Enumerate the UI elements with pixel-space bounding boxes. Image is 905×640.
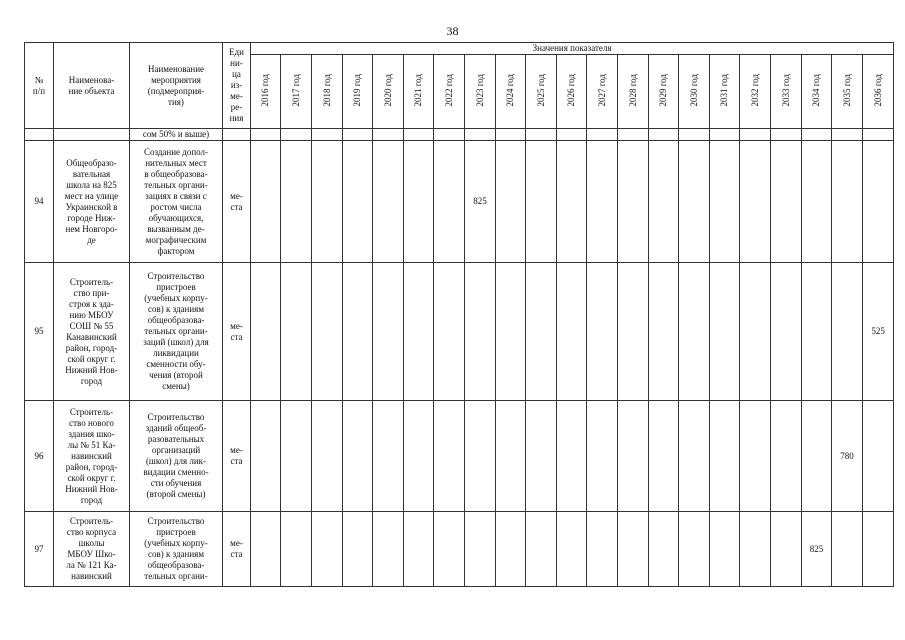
header-year-label: 2019 год <box>352 73 362 107</box>
row-value <box>251 263 281 401</box>
header-year <box>434 55 465 129</box>
row-activity: Строительство пристроев (учебных корпу- сов) к зданиям общеобразова- тельных органи- заций (школ) для ликвидации сменности обу- чения (второй смены) <box>130 263 223 401</box>
header-year <box>312 55 343 129</box>
row-value <box>496 401 526 512</box>
header-values-group: Значения показателя <box>251 43 894 55</box>
row-value <box>557 263 587 401</box>
row-value <box>832 141 863 263</box>
row-value <box>649 512 679 587</box>
header-year-label: 2016 год <box>260 73 270 107</box>
header-year <box>404 55 434 129</box>
header-year-label: 2025 год <box>535 73 546 107</box>
row-value <box>649 401 679 512</box>
header-activity: Наименование мероприятия (подмероприя- тия) <box>130 43 223 129</box>
row-value <box>710 401 740 512</box>
row-value <box>740 263 771 401</box>
header-year <box>465 55 496 129</box>
row-value <box>771 401 802 512</box>
row-value <box>679 401 710 512</box>
row-value <box>771 512 802 587</box>
header-year <box>496 55 526 129</box>
row-activity: Строительство зданий общеоб- разовательных организаций (школ) для лик- видации сменно- сти обучения (второй смены) <box>130 401 223 512</box>
row-value <box>863 401 894 512</box>
row-value <box>618 401 649 512</box>
row-object: Общеобразо- вательная школа на 825 мест на улице Украинской в городе Ниж- нем Новгоро- де <box>54 141 130 263</box>
header-year-label: 2018 год <box>321 73 332 107</box>
row-value <box>251 401 281 512</box>
header-year-label: 2028 год <box>627 73 638 107</box>
header-year-label: 2027 год <box>596 73 607 107</box>
row-num: 96 <box>25 401 54 512</box>
row-value <box>649 263 679 401</box>
row-value <box>434 512 465 587</box>
header-year-label: 2031 год <box>719 73 729 107</box>
row-value <box>465 512 496 587</box>
row-value <box>496 263 526 401</box>
header-year-label: 2029 год <box>658 73 668 107</box>
header-year <box>771 55 802 129</box>
row-value <box>863 141 894 263</box>
row-value <box>802 401 832 512</box>
row-value <box>281 401 312 512</box>
header-year-label: 2023 год <box>474 73 485 107</box>
row-value <box>771 263 802 401</box>
row-value <box>740 401 771 512</box>
header-year-label: 2021 год <box>413 73 423 107</box>
row-value <box>434 141 465 263</box>
continuation-text: сом 50% и выше) <box>130 129 223 141</box>
header-year <box>526 55 557 129</box>
row-value <box>281 512 312 587</box>
header-year <box>740 55 771 129</box>
row-value <box>343 141 373 263</box>
header-year <box>832 55 863 129</box>
row-value <box>618 512 649 587</box>
row-value <box>312 512 343 587</box>
header-year-label: 2030 год <box>688 73 699 107</box>
row-value <box>343 401 373 512</box>
row-value <box>587 401 618 512</box>
row-value <box>649 141 679 263</box>
row-value <box>373 401 404 512</box>
row-unit: ме- ста <box>223 263 251 401</box>
row-value <box>771 141 802 263</box>
row-num: 95 <box>25 263 54 401</box>
row-value <box>587 141 618 263</box>
header-year-label: 2036 год <box>872 73 883 107</box>
row-value <box>312 401 343 512</box>
header-year <box>649 55 679 129</box>
row-value <box>557 141 587 263</box>
header-year <box>587 55 618 129</box>
row-num: 94 <box>25 141 54 263</box>
header-year <box>802 55 832 129</box>
header-year <box>679 55 710 129</box>
row-value <box>526 263 557 401</box>
row-value <box>587 512 618 587</box>
header-year-label: 2020 год <box>382 73 393 107</box>
row-value <box>251 141 281 263</box>
row-num: 97 <box>25 512 54 587</box>
header-year <box>373 55 404 129</box>
table-row <box>25 401 894 512</box>
row-value <box>434 263 465 401</box>
header-year <box>343 55 373 129</box>
header-year <box>557 55 587 129</box>
row-value <box>832 263 863 401</box>
row-value <box>802 263 832 401</box>
header-year <box>281 55 312 129</box>
header-year-label: 2022 год <box>443 73 454 107</box>
header-year-label: 2017 год <box>290 73 301 107</box>
row-value <box>679 512 710 587</box>
continuation-row <box>25 129 894 141</box>
row-value <box>710 512 740 587</box>
row-value: 525 <box>863 263 894 401</box>
row-value <box>679 141 710 263</box>
row-object: Строитель- ство нового здания шко- лы № 51 Ка- навинский район, город- ской округ г. Нижний Нов- город <box>54 401 130 512</box>
row-value <box>618 141 649 263</box>
row-value <box>281 141 312 263</box>
row-value <box>587 263 618 401</box>
row-value <box>373 141 404 263</box>
row-value <box>679 263 710 401</box>
row-value <box>802 141 832 263</box>
row-value <box>343 512 373 587</box>
row-activity: Создание допол- нительных мест в общеобразова- тельных органи- зациях в связи с ростом числа обучающихся, вызванным де- мографическим фактором <box>130 141 223 263</box>
header-year <box>618 55 649 129</box>
indicator-table <box>24 42 894 587</box>
page-number: 38 <box>446 24 459 38</box>
header-year-label: 2032 год <box>749 73 760 107</box>
table-row <box>25 512 894 587</box>
row-object: Строитель- ство при- строя к зда- нию МБОУ СОШ № 55 Канавинский район, город- ской округ г. Нижний Нов- город <box>54 263 130 401</box>
row-value <box>404 512 434 587</box>
row-value <box>526 401 557 512</box>
header-year-label: 2033 год <box>780 73 791 107</box>
row-value <box>281 263 312 401</box>
header-year-label: 2035 год <box>841 73 852 107</box>
row-value <box>618 263 649 401</box>
row-value <box>710 141 740 263</box>
row-value <box>312 263 343 401</box>
row-value <box>557 512 587 587</box>
header-year-label: 2034 год <box>811 73 821 107</box>
row-value <box>863 512 894 587</box>
row-value <box>526 141 557 263</box>
header-year <box>251 55 281 129</box>
row-value <box>404 141 434 263</box>
row-value <box>312 141 343 263</box>
row-value <box>404 401 434 512</box>
row-value <box>526 512 557 587</box>
header-unit: Еди ни- ца из- ме- ре- ния <box>223 43 251 129</box>
row-value <box>434 401 465 512</box>
row-value: 825 <box>465 141 496 263</box>
row-value <box>251 512 281 587</box>
row-value: 825 <box>802 512 832 587</box>
row-value <box>496 141 526 263</box>
row-unit: ме- ста <box>223 401 251 512</box>
row-unit: ме- ста <box>223 512 251 587</box>
row-value <box>343 263 373 401</box>
header-year-label: 2024 год <box>505 73 515 107</box>
header-num: № п/п <box>25 43 54 129</box>
row-value <box>373 512 404 587</box>
row-value <box>740 141 771 263</box>
row-value <box>373 263 404 401</box>
row-value <box>465 263 496 401</box>
table-row <box>25 141 894 263</box>
row-value <box>465 401 496 512</box>
row-value <box>740 512 771 587</box>
row-value <box>832 512 863 587</box>
row-object: Строитель- ство корпуса школы МБОУ Шко- ла № 121 Ка- навинский <box>54 512 130 587</box>
row-unit: ме- ста <box>223 141 251 263</box>
row-value <box>496 512 526 587</box>
header-object: Наименова- ние объекта <box>54 43 130 129</box>
row-value: 780 <box>832 401 863 512</box>
row-activity: Строительство пристроев (учебных корпу- сов) к зданиям общеобразова- тельных органи- <box>130 512 223 587</box>
row-value <box>404 263 434 401</box>
header-year <box>863 55 894 129</box>
table-row <box>25 263 894 401</box>
row-value <box>557 401 587 512</box>
header-year <box>710 55 740 129</box>
header-year-label: 2026 год <box>566 73 576 107</box>
row-value <box>710 263 740 401</box>
